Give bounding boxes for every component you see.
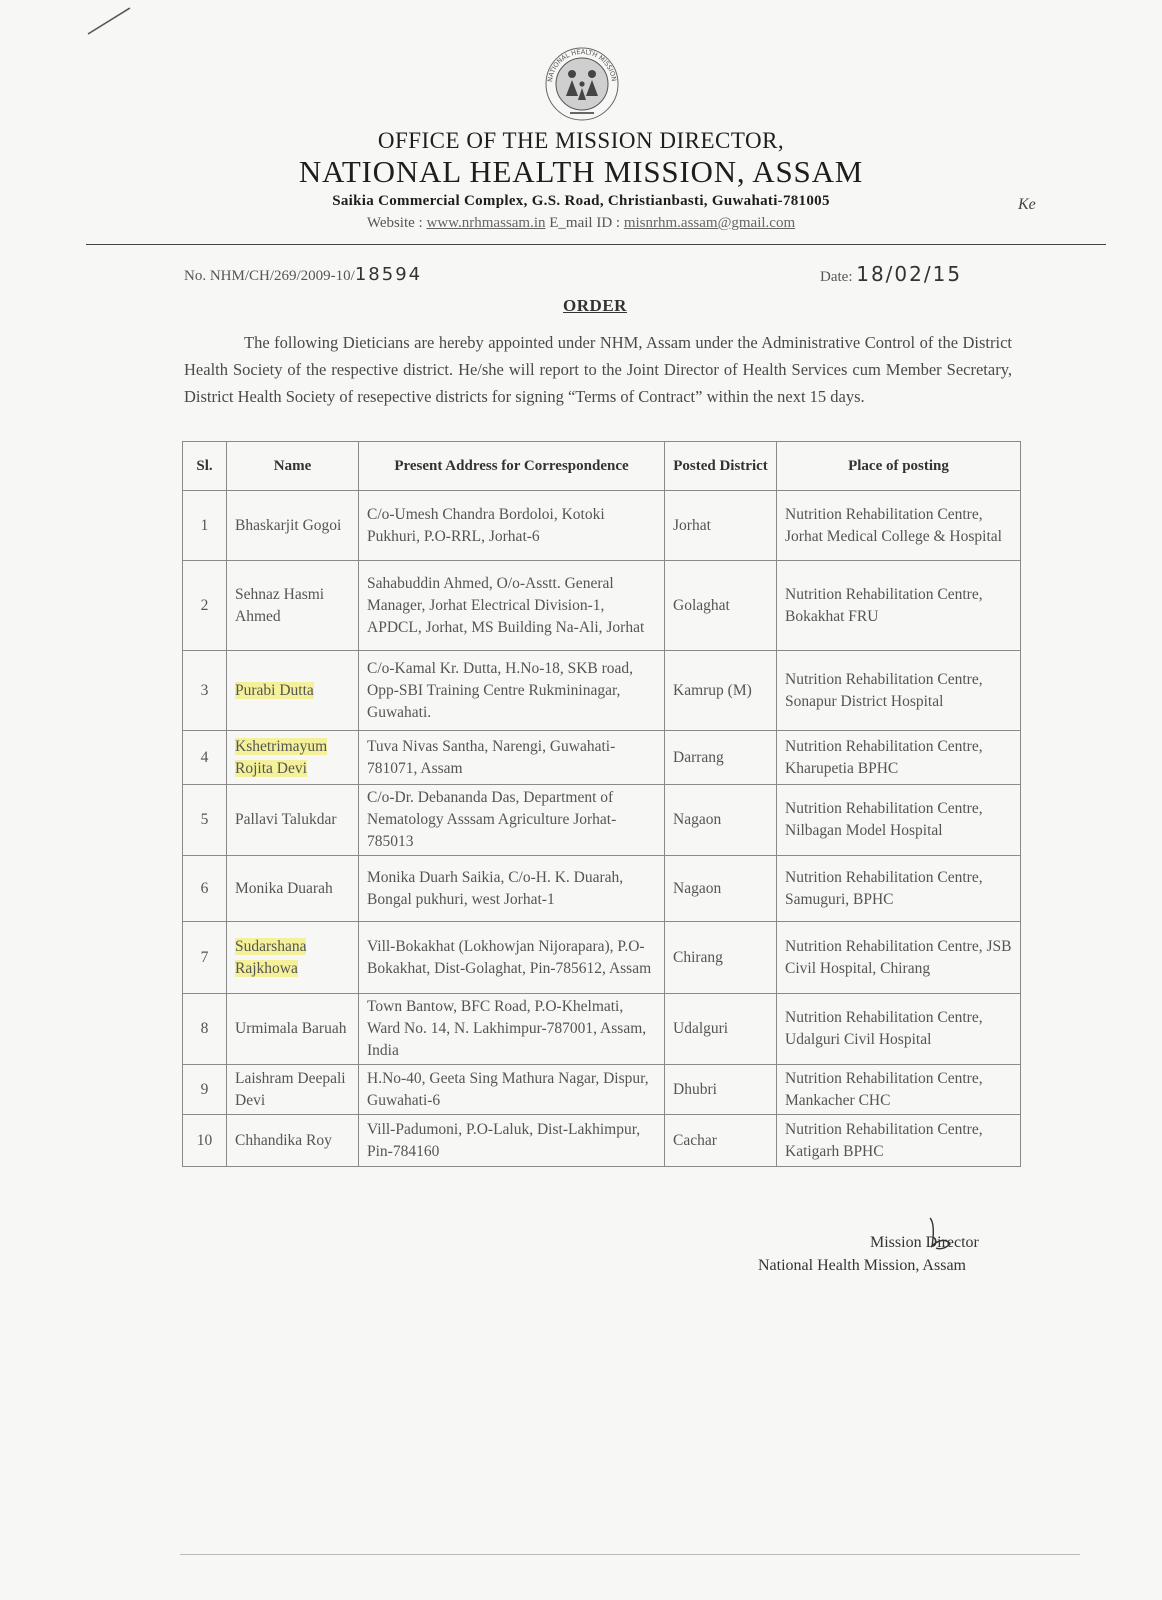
cell-name <box>227 651 359 731</box>
cell-sl: 10 <box>183 1115 227 1167</box>
cell-name: Laishram Deepali Devi <box>227 1065 359 1115</box>
cell-sl: 7 <box>183 922 227 994</box>
table-row <box>183 561 1021 651</box>
cell-district: Cachar <box>665 1115 777 1167</box>
scan-edge-line <box>180 1554 1080 1555</box>
cell-place: Nutrition Rehabilitation Centre, Kharupetia BPHC <box>777 731 1021 785</box>
table-row <box>183 1115 1021 1167</box>
date-handwritten: 18/02/15 <box>856 262 963 286</box>
column-header-address: Present Address for Correspondence <box>359 442 665 491</box>
cell-sl: 2 <box>183 561 227 651</box>
website-link[interactable]: www.nrhmassam.in <box>426 215 546 231</box>
table-row <box>183 785 1021 856</box>
highlighted-name: Kshetrimayum Rojita Devi <box>235 737 328 777</box>
column-header-name: Name <box>227 442 359 491</box>
cell-place: Nutrition Rehabilitation Centre, Nilbagan Model Hospital <box>777 785 1021 856</box>
cell-sl: 1 <box>183 491 227 561</box>
handwritten-initial: Ke <box>1018 196 1036 213</box>
cell-district: Udalguri <box>665 994 777 1065</box>
cell-name: Pallavi Talukdar <box>227 785 359 856</box>
emblem-arc-text: NATIONAL HEALTH MISSION <box>546 47 618 83</box>
email-label: E_mail ID : <box>545 215 624 231</box>
cell-address: C/o-Kamal Kr. Dutta, H.No-18, SKB road, Opp-SBI Training Centre Rukmininagar, Guwahati. <box>359 651 665 731</box>
table-row <box>183 1065 1021 1115</box>
office-address: Saikia Commercial Complex, G.S. Road, Christianbasti, Guwahati-781005 <box>332 193 830 209</box>
highlighted-name: Purabi Dutta <box>235 681 314 699</box>
contact-line <box>0 215 1162 232</box>
reference-handwritten: 18594 <box>354 264 423 285</box>
cell-sl: 6 <box>183 856 227 922</box>
cell-place: Nutrition Rehabilitation Centre, Jorhat Medical College & Hospital <box>777 491 1021 561</box>
cell-address: Tuva Nivas Santha, Narengi, Guwahati-781071, Assam <box>359 731 665 785</box>
cell-place: Nutrition Rehabilitation Centre, Udalguri Civil Hospital <box>777 994 1021 1065</box>
table-row <box>183 731 1021 785</box>
cell-address: Sahabuddin Ahmed, O/o-Asstt. General Manager, Jorhat Electrical Division-1, APDCL, Jorhat, MS Building Na-Ali, Jorhat <box>359 561 665 651</box>
office-title: OFFICE OF THE MISSION DIRECTOR, <box>377 128 785 153</box>
reference-number <box>184 264 422 285</box>
cell-address: H.No-40, Geeta Sing Mathura Nagar, Dispur, Guwahati-6 <box>359 1065 665 1115</box>
cell-name: Chhandika Roy <box>227 1115 359 1167</box>
cell-place: Nutrition Rehabilitation Centre, Samuguri, BPHC <box>777 856 1021 922</box>
cell-district: Chirang <box>665 922 777 994</box>
cell-name: Bhaskarjit Gogoi <box>227 491 359 561</box>
table-row <box>183 994 1021 1065</box>
cell-address: Vill-Bokakhat (Lokhowjan Nijorapara), P.O-Bokakhat, Dist-Golaghat, Pin-785612, Assam <box>359 922 665 994</box>
cell-district: Kamrup (M) <box>665 651 777 731</box>
cell-address: Monika Duarh Saikia, C/o-H. K. Duarah, Bongal pukhuri, west Jorhat-1 <box>359 856 665 922</box>
cell-address: Vill-Padumoni, P.O-Laluk, Dist-Lakhimpur, Pin-784160 <box>359 1115 665 1167</box>
cell-address: C/o-Umesh Chandra Bordoloi, Kotoki Pukhuri, P.O-RRL, Jorhat-6 <box>359 491 665 561</box>
cell-place: Nutrition Rehabilitation Centre, JSB Civil Hospital, Chirang <box>777 922 1021 994</box>
cell-district: Jorhat <box>665 491 777 561</box>
cell-sl: 9 <box>183 1065 227 1115</box>
order-body-text: The following Dieticians are hereby appointed under NHM, Assam under the Administrative Control of the District Health Society of the respective district. He/she will report to the Joint Director of Health Services cum Member Secretary, District Health Society of resepective districts for signing “Terms of Contract” within the next 15 days. <box>184 333 1012 406</box>
dietician-postings-table <box>182 441 1021 1167</box>
table-row <box>183 922 1021 994</box>
cell-district: Darrang <box>665 731 777 785</box>
cell-sl: 4 <box>183 731 227 785</box>
cell-name <box>227 922 359 994</box>
reference-label: No. NHM/CH/269/2009-10/ <box>184 268 355 284</box>
cell-address: Town Bantow, BFC Road, P.O-Khelmati, Ward No. 14, N. Lakhimpur-787001, Assam, India <box>359 994 665 1065</box>
column-header-sl: Sl. <box>183 442 227 491</box>
cell-district: Dhubri <box>665 1065 777 1115</box>
nhm-emblem-logo <box>540 44 624 124</box>
cell-name <box>227 731 359 785</box>
cell-name: Sehnaz Hasmi Ahmed <box>227 561 359 651</box>
table-row <box>183 491 1021 561</box>
email-link[interactable]: misnrhm.assam@gmail.com <box>623 215 796 231</box>
date-label: Date: <box>820 269 853 285</box>
cell-place: Nutrition Rehabilitation Centre, Mankacher CHC <box>777 1065 1021 1115</box>
signatory-title: Mission Director <box>870 1234 979 1251</box>
table-header-row <box>183 442 1021 491</box>
column-header-place: Place of posting <box>777 442 1021 491</box>
cell-sl: 8 <box>183 994 227 1065</box>
website-label: Website : <box>366 215 427 231</box>
cell-sl: 5 <box>183 785 227 856</box>
table-row <box>183 651 1021 731</box>
cell-sl: 3 <box>183 651 227 731</box>
cell-place: Nutrition Rehabilitation Centre, Katigarh BPHC <box>777 1115 1021 1167</box>
signatory-organisation: National Health Mission, Assam <box>758 1257 966 1274</box>
cell-name: Monika Duarah <box>227 856 359 922</box>
highlighted-name: Sudarshana Rajkhowa <box>235 937 307 977</box>
column-header-district: Posted District <box>665 442 777 491</box>
cell-name: Urmimala Baruah <box>227 994 359 1065</box>
header-divider <box>86 244 1106 245</box>
mission-title: NATIONAL HEALTH MISSION, ASSAM <box>298 154 864 189</box>
cell-address: C/o-Dr. Debananda Das, Department of Nematology Asssam Agriculture Jorhat-785013 <box>359 785 665 856</box>
cell-district: Nagaon <box>665 856 777 922</box>
order-date <box>820 262 962 286</box>
order-title: ORDER <box>563 296 627 315</box>
cell-place: Nutrition Rehabilitation Centre, Bokakhat FRU <box>777 561 1021 651</box>
table-row <box>183 856 1021 922</box>
cell-district: Golaghat <box>665 561 777 651</box>
pen-stroke-mark <box>86 4 136 36</box>
cell-district: Nagaon <box>665 785 777 856</box>
cell-place: Nutrition Rehabilitation Centre, Sonapur District Hospital <box>777 651 1021 731</box>
